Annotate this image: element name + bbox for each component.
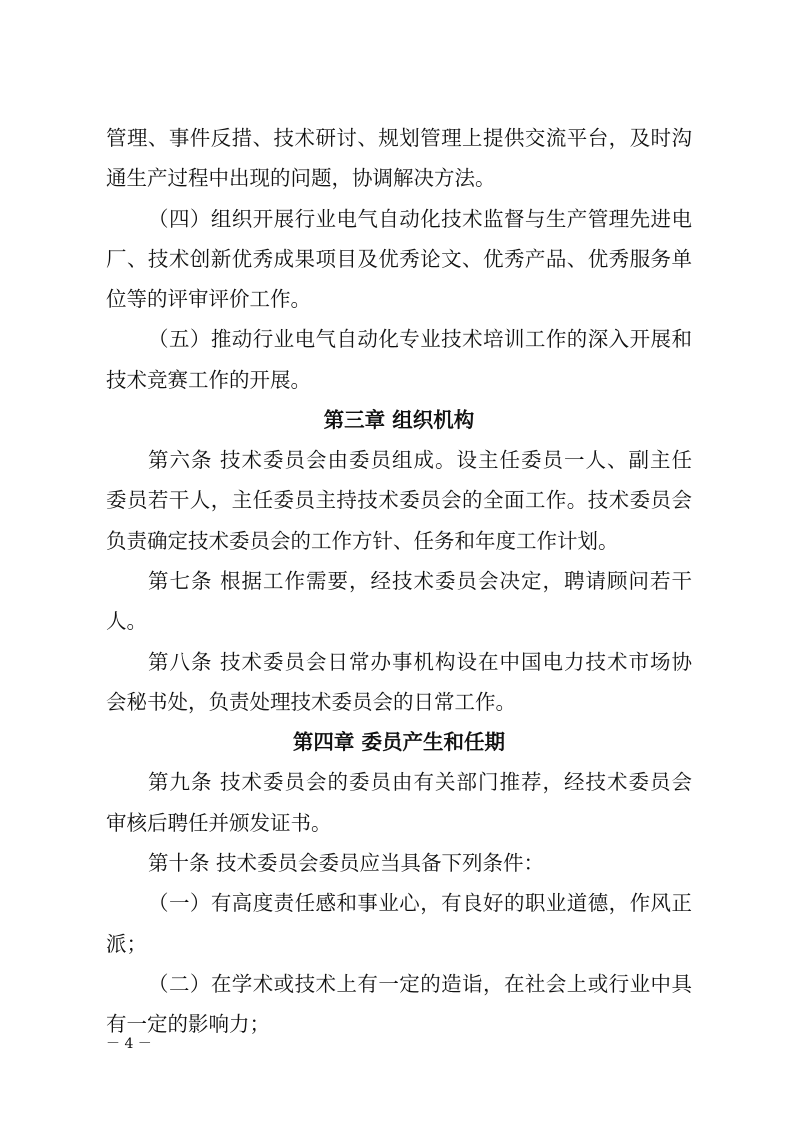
article-line: 第七条 根据工作需要，经技术委员会决定，聘请顾问若干: [148, 569, 692, 593]
body-line: （五）推动行业电气自动化专业技术培训工作的深入开展和: [148, 327, 692, 351]
chapter-heading: 第三章 组织机构: [323, 408, 475, 432]
article-line: 第八条 技术委员会日常办事机构设在中国电力技术市场协: [148, 650, 692, 674]
body-line: 委员若干人，主任委员主持技术委员会的全面工作。技术委员会: [106, 488, 692, 512]
body-line: 厂、技术创新优秀成果项目及优秀论文、优秀产品、优秀服务单: [106, 247, 692, 271]
chapter-heading: 第四章 委员产生和任期: [292, 730, 506, 754]
body-line: 负责确定技术委员会的工作方针、任务和年度工作计划。: [106, 529, 619, 553]
body-line: （四）组织开展行业电气自动化技术监督与生产管理先进电: [148, 207, 692, 231]
article-line: 第六条 技术委员会由委员组成。设主任委员一人、副主任: [148, 448, 692, 472]
body-line: 技术竞赛工作的开展。: [106, 368, 311, 392]
body-line: 人。: [106, 609, 147, 633]
body-line: 审核后聘任并颁发证书。: [106, 811, 332, 835]
body-line: 有一定的影响力；: [106, 1012, 270, 1036]
body-line: 位等的评审评价工作。: [106, 287, 311, 311]
article-line: 第九条 技术委员会的委员由有关部门推荐，经技术委员会: [148, 770, 692, 794]
article-line: 第十条 技术委员会委员应当具备下列条件：: [148, 851, 545, 875]
body-line: 派；: [106, 932, 147, 956]
list-item-line: （一）有高度责任感和事业心，有良好的职业道德，作风正: [148, 891, 692, 915]
list-item-line: （二）在学术或技术上有一定的造诣，在社会上或行业中具: [148, 972, 692, 996]
page-number: － 4 －: [106, 1036, 152, 1052]
body-line: 会秘书处，负责处理技术委员会的日常工作。: [106, 690, 516, 714]
body-line: 管理、事件反措、技术研讨、规划管理上提供交流平台，及时沟: [106, 126, 692, 150]
body-line: 通生产过程中出现的问题，协调解决方法。: [106, 166, 496, 190]
